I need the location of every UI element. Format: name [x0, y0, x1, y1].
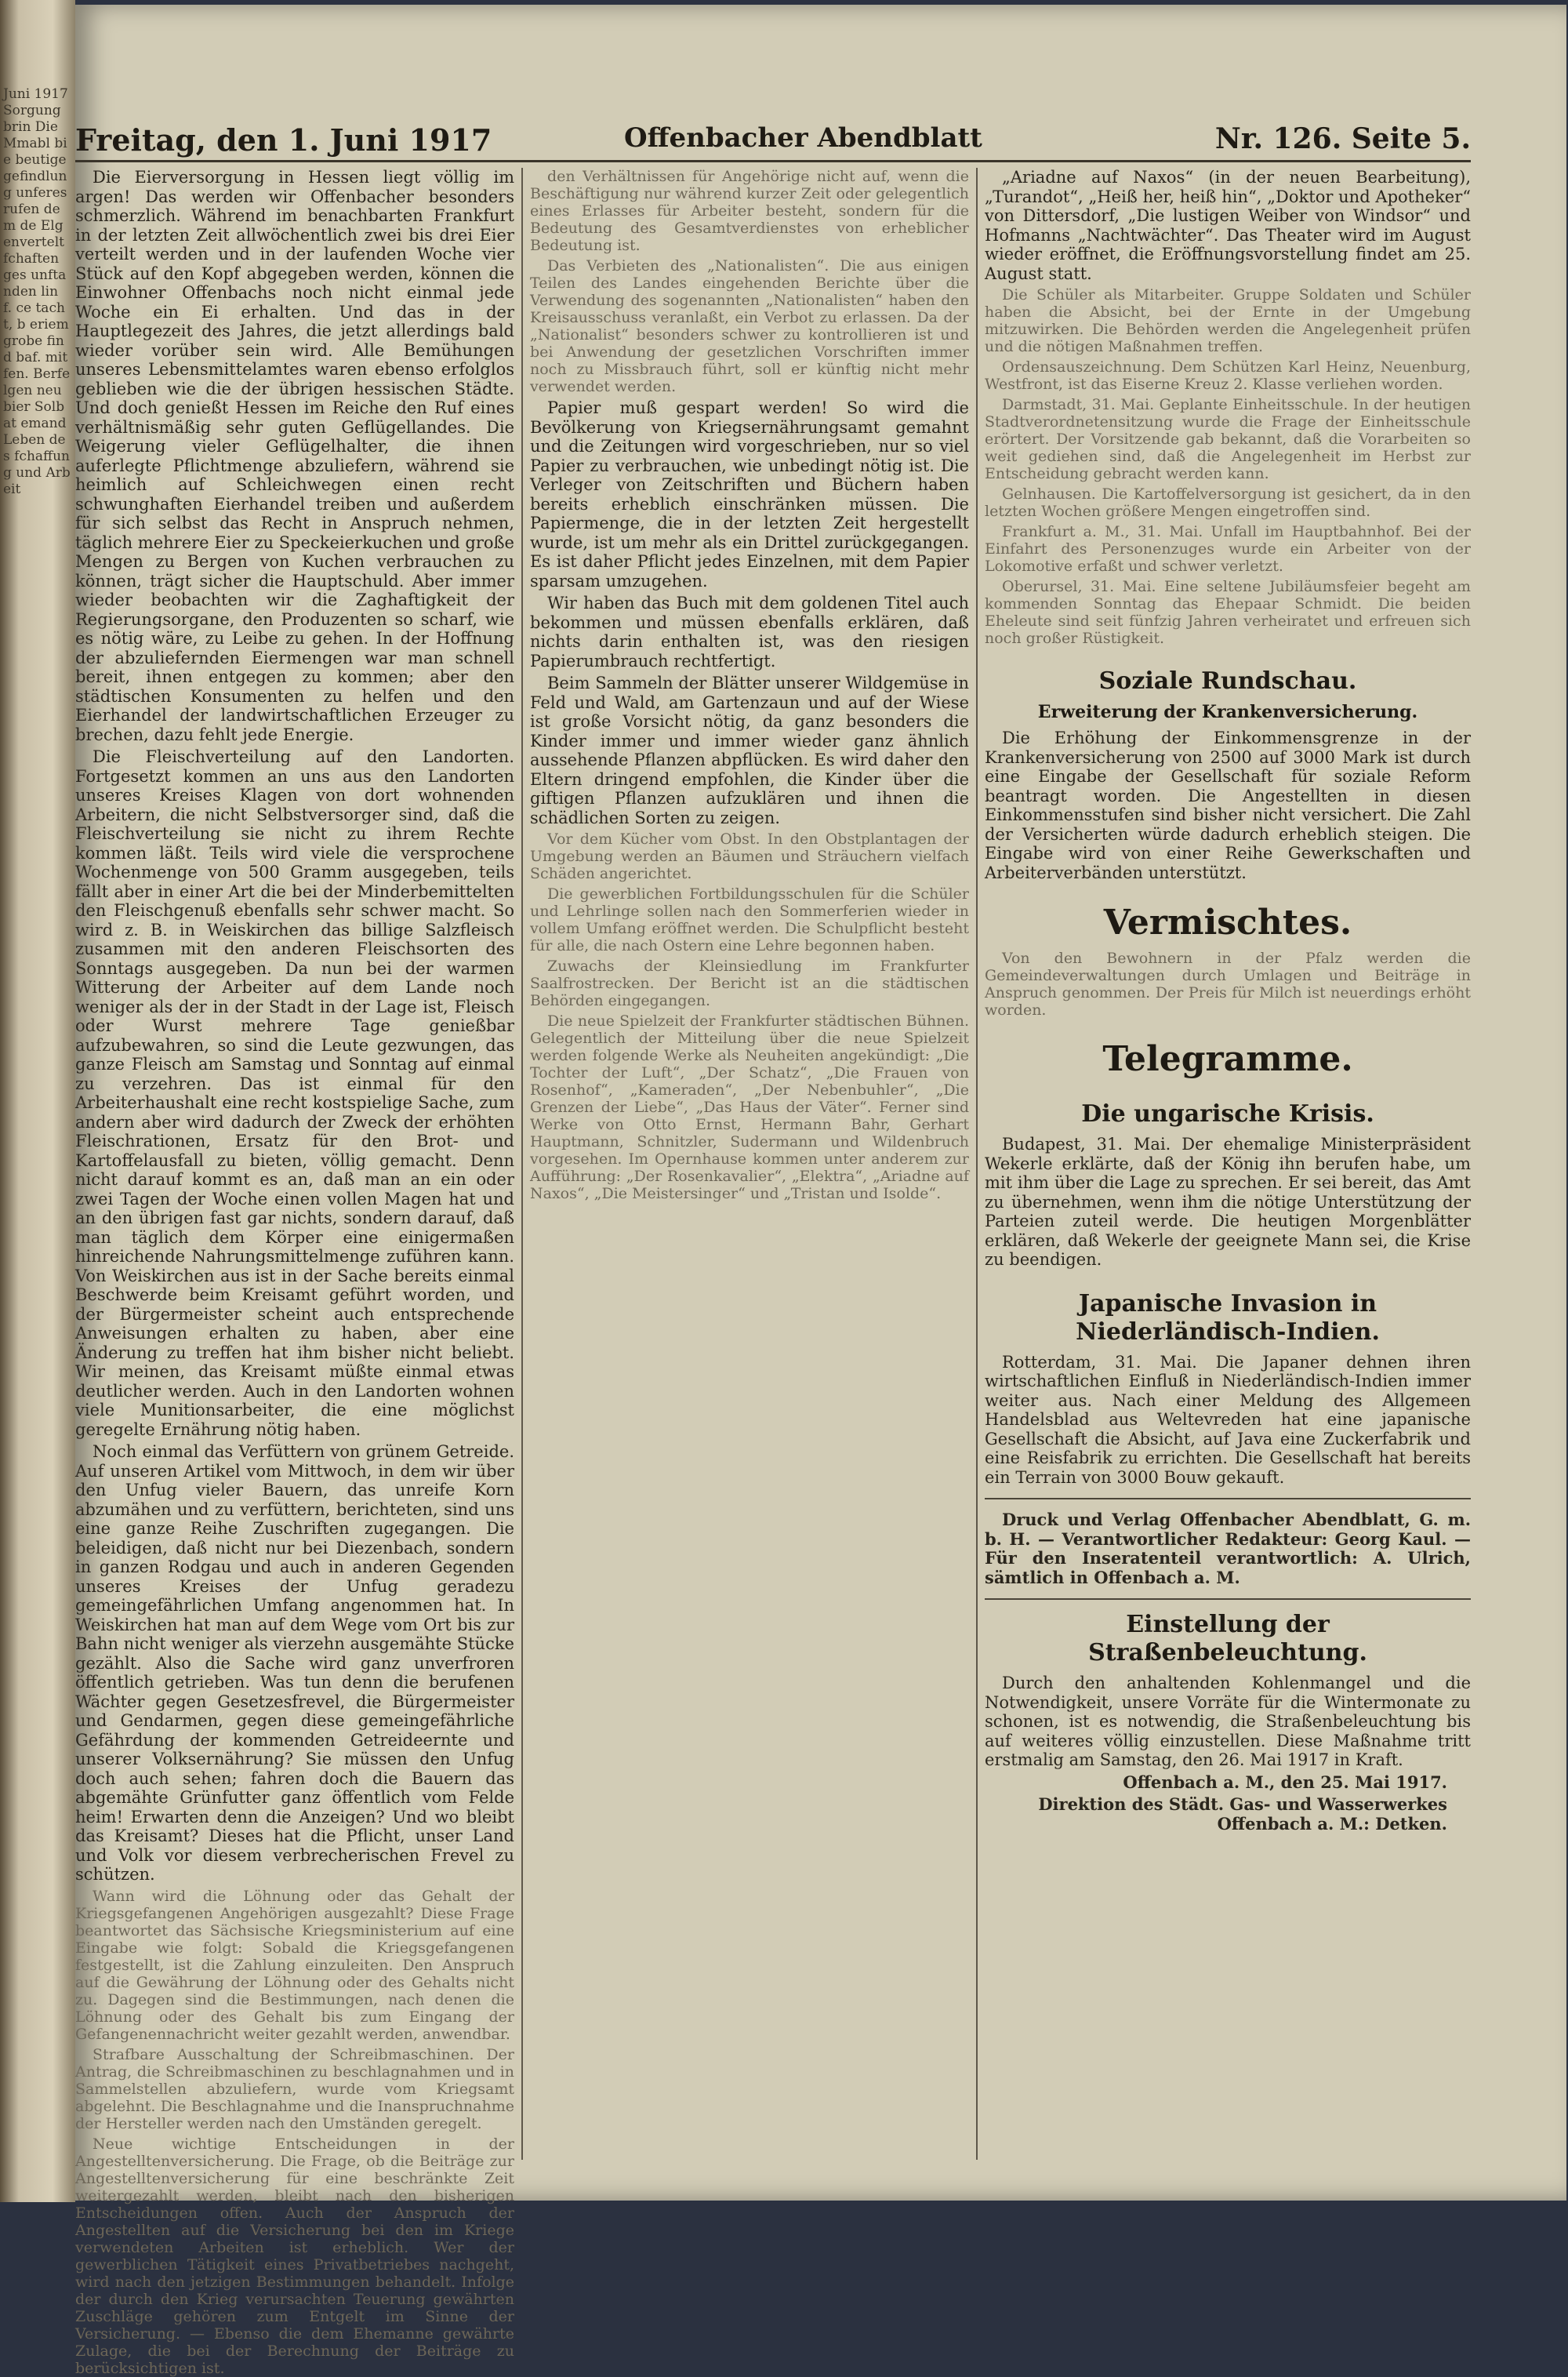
paper-title: Offenbacher Abendblatt	[624, 122, 982, 154]
article: Die neue Spielzeit der Frankfurter städtischen Bühnen. Gelegentlich der Mitteilung über die neue Spielzeit werden folgende Werke als Neuheiten angekündigt: „Die Tochter der Luft“, „Der Schatz“, „Die Frauen von Rosenhof“, „Kameraden“, „Der Nebenbuhler“, „Die Grenzen der Liebe“, „Das Haus der Väter“. Ferner sind Werke von Otto Ernst, Hermann Bahr, Gerhart Hauptmann, Schnitzler, Sudermann und Wildenbruch vorgesehen. Im Opernhause kommen unter anderem zur Aufführung: „Der Rosenkavalier“, „Elektra“, „Ariadne auf Naxos“, „Die Meistersinger“ und „Tristan und Isolde“.	[530, 1012, 969, 1202]
date-line: Freitag, den 1. Juni 1917	[75, 122, 492, 158]
article: Neue wichtige Entscheidungen in der Angestelltenversicherung. Die Frage, ob die Beiträge zur Angestelltenversicherung für eine beschränkte Zeit weitergezahlt werden, bleibt nach den bisherigen Entscheidungen offen. Auch der Anspruch der Angestellten auf die Versicherung bei den im Kriege verwendeten Arbeiten ist erheblich. Wer der gewerblichen Tätigkeit eines Privatbetriebes nachgeht, wird nach den jetzigen Bestimmungen behandelt. Infolge der durch den Krieg verursachten Teuerung gewährten Zuschläge gehören zum Entgelt im Sinne der Versicherung. — Ebenso die dem Ehemanne gewährte Zulage, die bei der Berechnung der Beiträge zu berücksichtigen ist.	[75, 2135, 514, 2377]
article: Budapest, 31. Mai. Der ehemalige Ministerpräsident Wekerle erklärte, daß der König ihn berufen habe, um mit ihm über die Lage zu sprechen. Er sei bereit, das Amt zu übernehmen, wenn ihm die nötige Unterstützung der Parteien zuteil werde. Die heutigen Morgenblätter erklären, daß Wekerle der geeignete Mann sei, die Krise zu beendigen.	[985, 1135, 1471, 1269]
article: Die Eierversorgung in Hessen liegt völlig im argen! Das werden wir Offenbacher besonders schmerzlich. Während im benachbarten Frankfurt in der letzten Zeit allwöchentlich zwei bis drei Eier verteilt werden und in der laufenden Woche vier Stück auf den Kopf abgegeben werden, können die Einwohner Offenbachs noch nicht einmal jede Woche ein Ei erhalten. Und das in der Hauptlegezeit des Jahres, die jetzt allerdings bald wieder vorüber sein wird. Alle Bemühungen unseres Lebensmittelamtes waren ebenso erfolglos geblieben wie die der übrigen hessischen Städte. Und doch genießt Hessen im Reiche den Ruf eines verhältnismäßig sehr guten Geflügellandes. Die Weigerung vieler Geflügelhalter, die ihnen auferlegte Pflichtmenge abzuliefern, während sie heimlich auf Schleichwegen einen recht schwunghaften Eierhandel treiben und außerdem für sich selbst das Recht in Anspruch nehmen, täglich mehrere Eier zu Speckeierkuchen und große Mengen zu Bergen von Kuchen verbrauchen zu können, trägt sicher die Hauptschuld. Aber immer wieder beobachten wir die Zaghaftigkeit der Regierungsorgane, den Produzenten so scharf, wie es nötig wäre, zu Leibe zu gehen. In der Hoffnung der abzuliefernden Eiermengen war man schnell bereit, ihnen entgegen zu kommen; aber den städtischen Konsumenten zu helfen und den Eierhandel der landwirtschaftlichen Erzeuger zu brechen, dazu fehlt jede Energie.	[75, 168, 514, 744]
column-2	[530, 168, 969, 2160]
column-rule	[976, 168, 978, 2160]
article: Die Schüler als Mitarbeiter. Gruppe Soldaten und Schüler haben die Absicht, bei der Ernte in der Umgebung mitzuwirken. Die Behörden werden die Angelegenheit prüfen und die nötigen Maßnahmen treffen.	[985, 286, 1471, 355]
article: Rotterdam, 31. Mai. Die Japaner dehnen ihren wirtschaftlichen Einfluß in Niederländisch-Indien immer weiter aus. Nach einer Meldung des Allgemeen Handelsblad aus Weltevreden hat eine japanische Gesellschaft die Absicht, auf Java eine Zuckerfabrik und eine Reisfabrik zu errichten. Die Gesellschaft hat bereits ein Terrain von 3000 Bouw gekauft.	[985, 1352, 1471, 1487]
article: Papier muß gespart werden! So wird die Bevölkerung von Kriegsernährungsamt gemahnt und die Zeitungen wird vorgeschrieben, nur so viel Papier zu verbrauchen, wie unbedingt nötig ist. Die Verleger von Zeitschriften und Büchern haben bereits erheblich einschränken müssen. Die Papiermenge, die in der letzten Zeit hergestellt wurde, ist um mehr als ein Drittel zurückgegangen. Es ist daher Pflicht jedes Einzelnen, mit dem Papier sparsam umzugehen.	[530, 398, 969, 591]
section-subheading: Erweiterung der Krankenversicherung.	[1037, 702, 1418, 722]
article: Oberursel, 31. Mai. Eine seltene Jubiläumsfeier begeht am kommenden Sonntag das Ehepaar Schmidt. Die beiden Eheleute sind seit fünfzig Jahren verheiratet und erfreuen sich noch großer Rüstigkeit.	[985, 578, 1471, 647]
section-heading-vermischtes: Vermischtes.	[1103, 903, 1352, 943]
divider	[985, 1498, 1471, 1499]
article: Die Erhöhung der Einkommensgrenze in der Krankenversicherung von 2500 auf 3000 Mark ist durch eine Eingabe der Gesellschaft für soziale Reform beantragt worden. Die Angestellten in diesen Einkommensstufen sind bisher nicht versichert. Die Zahl der Versicherten würde dadurch erheblich steigen. Die Eingabe wird von einer Reihe Gewerkschaften und Arbeiterverbänden unterstützt.	[985, 729, 1471, 882]
article: Gelnhausen. Die Kartoffelversorgung ist gesichert, da in den letzten Wochen größere Mengen eingetroffen sind.	[985, 485, 1471, 520]
section-subheading: Die ungarische Krisis.	[1081, 1100, 1374, 1128]
article: Die gewerblichen Fortbildungsschulen für die Schüler und Lehrlinge sollen nach den Sommerferien wieder in vollem Umfang eröffnet werden. Die Schulpflicht besteht für alle, die nach Ostern eine Lehre begonnen haben.	[530, 885, 969, 954]
article: Die Fleischverteilung auf den Landorten. Fortgesetzt kommen an uns aus den Landorten unseres Kreises Klagen von dort wohnenden Arbeitern, die nicht Selbstversorger sind, daß die Fleischverteilung sie nicht zu ihrem Rechte kommen läßt. Teils wird viele die versprochene Wochenmenge von 500 Gramm ausgegeben, teils fällt aber in einer Art die bei der Minderbemittelten den Fleischgenuß ebenfalls sehr schwer macht. So wird z. B. in Weiskirchen das billige Salzfleisch zusammen mit den anderen Fleischsorten des Sonntags ausgegeben. Da nun bei der warmen Witterung der Arbeiter auf dem Lande noch weniger als der in der Stadt in der Lage ist, Fleisch oder Wurst mehrere Tage genießbar aufzubewahren, so sind die Leute gezwungen, das ganze Fleisch am Samstag und Sonntag auf einmal zu verzehren. Das ist einmal für den Arbeiterhaushalt eine recht kostspielige Sache, zum andern aber wird dadurch der Zweck der erhöhten Fleischrationen, Ersatz für den Brot- und Kartoffelausfall zu bieten, völlig gemacht. Denn nicht darauf kommt es an, daß man an ein oder zwei Tagen der Woche einen vollen Magen hat und an den übrigen fast gar nichts, sondern darauf, daß man täglich dem Körper eine einigermaßen hinreichende Nahrungsmittelmenge zuführen kann. Von Weiskirchen aus ist in der Sache bereits einmal Beschwerde beim Kreisamt geführt worden, und der Bürgermeister scheint auch entsprechende Anweisungen erhalten zu haben, aber eine Änderung zu treffen hat ihm bisher nicht beliebt. Wir meinen, das Kreisamt müßte einmal etwas deutlicher werden. Auch in den Landorten wohnen viele Munitionsarbeiter, die eine möglichst geregelte Ernährung nötig haben.	[75, 747, 514, 1439]
divider	[985, 1598, 1471, 1600]
issue-number: Nr. 126. Seite 5.	[1214, 122, 1471, 155]
edge-text: Juni 1917 Sorgung brin Die Mmabl bie beutige gefindlung unferes rufen dem de Elgenvertelt fchaften ges unftanden lin f. ce tacht, b eriem grobe find baf. mit fen. Berfelgen neu bier Solbat emand Leben des fchaffung und Arbeit	[3, 86, 71, 497]
article: den Verhältnissen für Angehörige nicht auf, wenn die Beschäftigung nur während kurzer Zeit oder gelegentlich eines Erlasses für Arbeiter besteht, sondern für die Bedeutung des Gesamtverdienstes von erheblicher Bedeutung ist.	[530, 168, 969, 254]
section-heading-telegramme: Telegramme.	[1102, 1039, 1353, 1079]
article: Zuwachs der Kleinsiedlung im Frankfurter Saalfrostrecken. Der Bericht ist an die städtischen Behörden eingegangen.	[530, 958, 969, 1009]
article: Wann wird die Löhnung oder das Gehalt der Kriegsgefangenen Angehörigen ausgezahlt? Diese Frage beantwortet das Sächsische Kriegsministerium auf eine Eingabe wie folgt: Sobald die Kriegsgefangenen festgestellt, ist die Zahlung einzuleiten. Den Anspruch auf die Gewährung der Löhnung oder des Gehalts nicht zu. Dagegen sind die Bestimmungen, nach denen die Löhnung oder des Gehalt bis zum Eingang der Gefangenennachricht weiter gezahlt werden, anwendbar.	[75, 1887, 514, 2043]
imprint: Druck und Verlag Offenbacher Abendblatt, G. m. b. H. — Verantwortlicher Redakteur: Georg Kaul. — Für den Inseratenteil verantwortlich: A. Ulrich, sämtlich in Offenbach a. M.	[985, 1510, 1471, 1587]
article: Das Verbieten des „Nationalisten“. Die aus einigen Teilen des Landes eingehenden Berichte über die Verwendung des sogenannten „Nationalisten“ haben den Kreisausschuss veranlaßt, ein Verbot zu erlassen. Da der „Nationalist“ besonders schwer zu kontrollieren ist und bei Anwendung der gesetzlichen Vorschriften immer noch zu Missbrauch führt, soll er künftig nicht mehr verwendet werden.	[530, 257, 969, 395]
book-binding-edge	[0, 0, 75, 2202]
article: Vor dem Kücher vom Obst. In den Obstplantagen der Umgebung werden an Bäumen und Sträuchern vielfach Schäden angerichtet.	[530, 830, 969, 882]
column-3	[985, 168, 1471, 2160]
article: Ordensauszeichnung. Dem Schützen Karl Heinz, Neuenburg, Westfront, ist das Eiserne Kreuz 2. Klasse verliehen worden.	[985, 358, 1471, 393]
article: Noch einmal das Verfüttern von grünem Getreide. Auf unseren Artikel vom Mittwoch, in dem wir über den Unfug vieler Bauern, das unreife Korn abzumähen und zu verfüttern, berichteten, sind uns eine ganze Reihe Zuschriften zugegangen. Die beleidigen, daß nicht nur bei Diezenbach, sondern in ganzen Rodgau und auch in anderen Gegenden unseres Kreises der Unfug geradezu gemeingefährlichen Umfang angenommen hat. In Weiskirchen hat man auf dem Wege vom Ort bis zur Bahn nicht weniger als vierzehn ausgemähte Stücke gezählt. Also die Sache wird ganz unverfroren öffentlich getrieben. Was tun denn die berufenen Wächter gegen Gesetzesfrevel, die Bürgermeister und Gendarmen, gegen diese gemeingefährliche Gefährdung der kommenden Getreideernte und unserer Volksernährung? Sie müssen den Unfug doch auch sehen; fahren doch die Bauern das abgemähte Grünfutter ganz öffentlich vom Felde heim! Erwarten denn die Anzeigen? Und wo bleibt das Kreisamt? Dieses hat die Pflicht, unser Land und Volk vor diesem verbrecherischen Frevel zu schützen.	[75, 1442, 514, 1884]
article: Darmstadt, 31. Mai. Geplante Einheitsschule. In der heutigen Stadtverordnetensitzung wurde die Frage der Einheitsschule erörtert. Der Vorsitzende gab bekannt, daß die Vorarbeiten so weit gediehen sind, daß die Angelegenheit im Herbst zur Entscheidung gebracht werden kann.	[985, 396, 1471, 482]
article: Beim Sammeln der Blätter unserer Wildgemüse in Feld und Wald, am Gartenzaun und auf der Wiese ist große Vorsicht nötig, da ganz besonders die Kinder immer und immer wieder ganz ähnlich aussehende Pflanzen abpflücken. Es wird daher den Eltern dringend empfohlen, die Kinder über die giftigen Pflanzen aufzuklären und ihnen die schädlichen Sorten zu zeigen.	[530, 674, 969, 827]
notice-signature: Direktion des Städt. Gas- und Wasserwerkes Offenbach a. M.: Detken.	[1038, 1794, 1447, 1834]
section-subheading: Japanische Invasion in Niederländisch-Indien.	[1076, 1289, 1380, 1346]
column-1	[75, 168, 514, 2377]
notice-place: Offenbach a. M., den 25. Mai 1917.	[1123, 1772, 1447, 1792]
article: Wir haben das Buch mit dem goldenen Titel auch bekommen und müssen ebenfalls erklären, daß nichts darin enthalten ist, was den riesigen Papierumbrauch rechtfertigt.	[530, 594, 969, 671]
article: Von den Bewohnern in der Pfalz werden die Gemeindeverwaltungen durch Umlagen und Beiträge in Anspruch genommen. Der Preis für Milch ist neuerdings erhöht worden.	[985, 950, 1471, 1019]
notice-body: Durch den anhaltenden Kohlenmangel und die Notwendigkeit, unsere Vorräte für die Wintermonate zu schonen, ist es notwendig, die Straßenbeleuchtung bis auf weiteres völlig einzustellen. Diese Maßnahme tritt erstmalig am Samstag, den 26. Mai 1917 in Kraft.	[985, 1674, 1471, 1769]
article: „Ariadne auf Naxos“ (in der neuen Bearbeitung), „Turandot“, „Heiß her, heiß hin“, „Doktor und Apotheker“ von Dittersdorf, „Die lustigen Weiber von Windsor“ und Hofmanns „Nachtwächter“. Das Theater wird im August wieder eröffnet, die Eröffnungsvorstellung findet am 25. August statt.	[985, 168, 1471, 283]
masthead	[75, 118, 1471, 162]
article: Frankfurt a. M., 31. Mai. Unfall im Hauptbahnhof. Bei der Einfahrt des Personenzuges wurde ein Arbeiter von der Lokomotive erfaßt und schwer verletzt.	[985, 523, 1471, 575]
column-rule	[521, 168, 523, 2160]
notice-title: Einstellung der Straßenbeleuchtung.	[1088, 1611, 1367, 1666]
article: Strafbare Ausschaltung der Schreibmaschinen. Der Antrag, die Schreibmaschinen zu beschlagnahmen und in Sammelstellen abzuliefern, wurde vom Kriegsamt abgelehnt. Die Beschlagnahme und die Inanspruchnahme der Hersteller werden nach den Umständen geregelt.	[75, 2045, 514, 2132]
section-heading-soziale: Soziale Rundschau.	[1098, 667, 1357, 695]
